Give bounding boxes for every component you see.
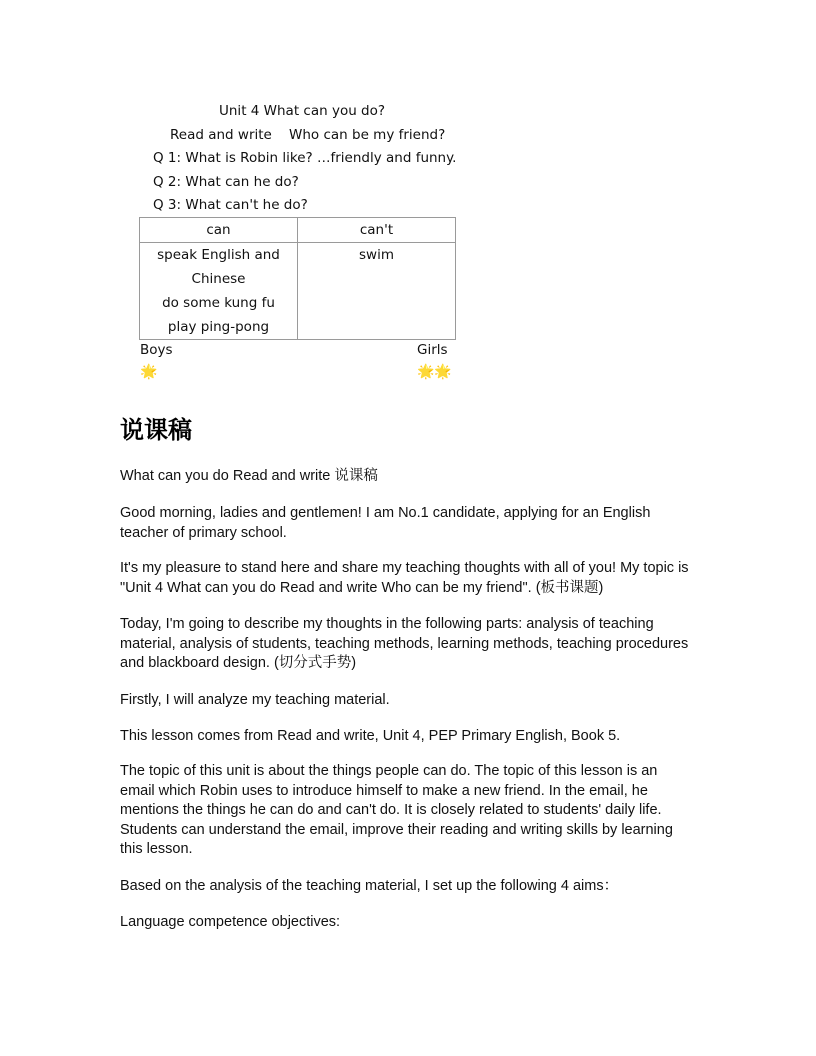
can-item: do some kung fu [162, 295, 275, 311]
table-header-row [140, 218, 456, 243]
paragraph-greeting: Good morning, ladies and gentlemen! I am No.1 candidate, applying for an English teacher of primary school. [120, 505, 651, 541]
can-item: speak English and [157, 247, 280, 263]
question-1: Q 1: What is Robin like? …friendly and funny. [153, 150, 457, 166]
paragraph-intro-title: What can you do Read and write 说课稿 [120, 468, 378, 484]
paragraph-unit-topic: The topic of this unit is about the things people can do. The topic of this lesson is an email which Robin uses to introduce himself to make a new friend. In the email, he mentions the things he can do and can't do. It is closely related to students' daily life. Students can understand the email, improve their reading and writing skills by learning this lesson. [120, 763, 673, 857]
table-row [140, 243, 456, 340]
header-cant: can't [298, 218, 456, 243]
question-3: Q 3: What can't he do? [153, 197, 308, 213]
girls-star-icon: 🌟🌟 [417, 364, 452, 380]
header-can: can [140, 218, 298, 243]
paragraph-outline: Today, I'm going to describe my thoughts in the following parts: analysis of teaching material, analysis of students, teaching methods, learning methods, teaching procedures and blackboard design. (切分式手势) [120, 616, 689, 671]
boys-star-icon: 🌟 [140, 364, 158, 380]
paragraph-aims: Based on the analysis of the teaching material, I set up the following 4 aims： [120, 878, 619, 894]
blackboard-subtitle: Read and write Who can be my friend? [170, 127, 446, 143]
blackboard-title: Unit 4 What can you do? [219, 103, 386, 119]
cant-item: swim [359, 247, 394, 263]
paragraph-firstly: Firstly, I will analyze my teaching material. [120, 692, 390, 708]
paragraph-topic: It's my pleasure to stand here and share my teaching thoughts with all of you! My topic is "Unit 4 What can you do Read and write Who can be my friend". (板书课题) [120, 560, 689, 596]
paragraph-lesson-source: This lesson comes from Read and write, Unit 4, PEP Primary English, Book 5. [120, 728, 621, 744]
section-heading: 说课稿 [120, 416, 192, 444]
can-item: Chinese [191, 271, 246, 287]
can-item: play ping-pong [167, 319, 270, 335]
can-cell [140, 243, 298, 340]
can-cant-table [139, 217, 456, 340]
girls-label: Girls [417, 342, 448, 358]
boys-label: Boys [140, 342, 173, 358]
cant-cell [298, 243, 456, 340]
paragraph-language-objectives: Language competence objectives: [120, 914, 341, 930]
question-2: Q 2: What can he do? [153, 174, 299, 190]
